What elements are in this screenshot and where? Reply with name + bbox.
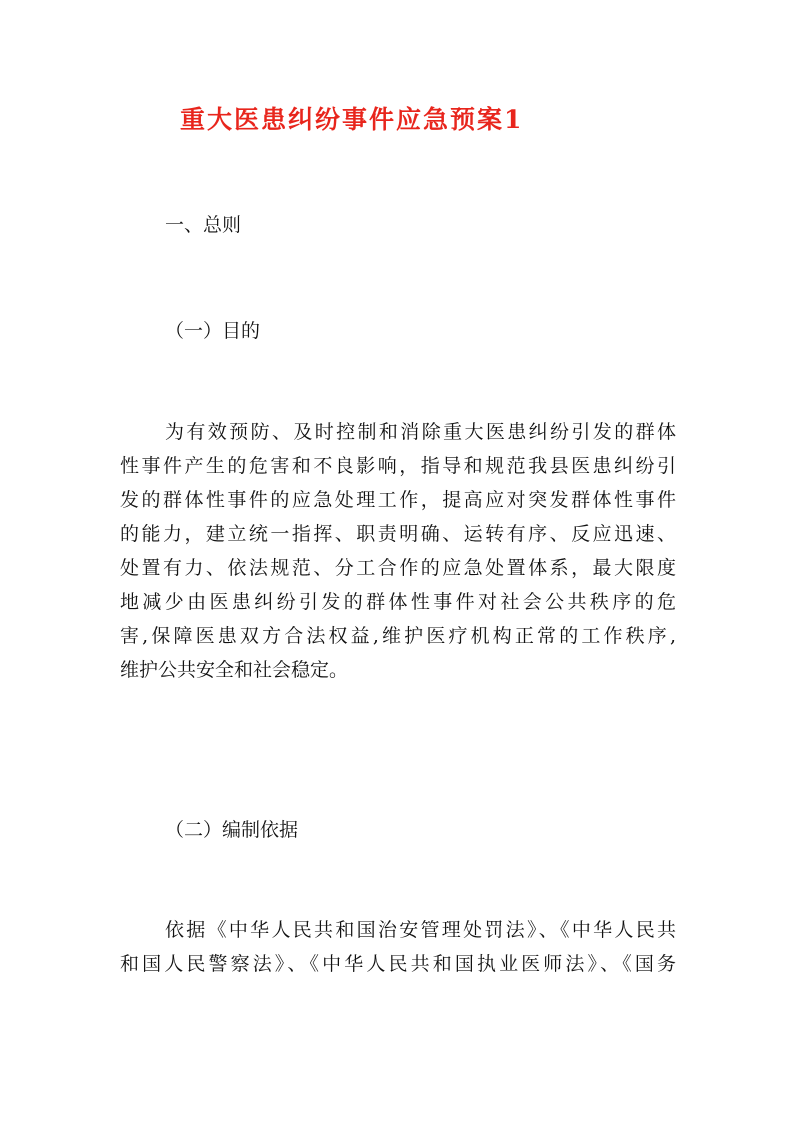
subsection-heading-purpose: （一）目的 [165, 320, 261, 342]
paragraph-line: 地减少由医患纠纷引发的群体性事件对社会公共秩序的危 [120, 591, 676, 613]
paragraph-line: 依据《中华人民共和国治安管理处罚法》、《中华人民共 [165, 919, 676, 941]
paragraph-line: 维护公共安全和社会稳定。 [120, 659, 349, 681]
paragraph-purpose [120, 415, 676, 687]
subsection-heading-basis: （二）编制依据 [165, 819, 299, 841]
paragraph-line: 害,保障医患双方合法权益,维护医疗机构正常的工作秩序, [120, 625, 676, 647]
document-title: 重大医患纠纷事件应急预案1 [180, 105, 524, 134]
paragraph-line: 发的群体性事件的应急处理工作，提高应对突发群体性事件 [120, 489, 676, 511]
paragraph-basis [120, 913, 676, 981]
paragraph-line: 和国人民警察法》、《中华人民共和国执业医师法》、《国务 [120, 953, 676, 975]
paragraph-line: 处置有力、依法规范、分工合作的应急处置体系，最大限度 [120, 557, 676, 579]
paragraph-line: 为有效预防、及时控制和消除重大医患纠纷引发的群体 [165, 421, 676, 443]
paragraph-line: 性事件产生的危害和不良影响，指导和规范我县医患纠纷引 [120, 455, 676, 477]
section-heading-general: 一、总则 [165, 214, 242, 236]
paragraph-line: 的能力，建立统一指挥、职责明确、运转有序、反应迅速、 [120, 523, 676, 545]
